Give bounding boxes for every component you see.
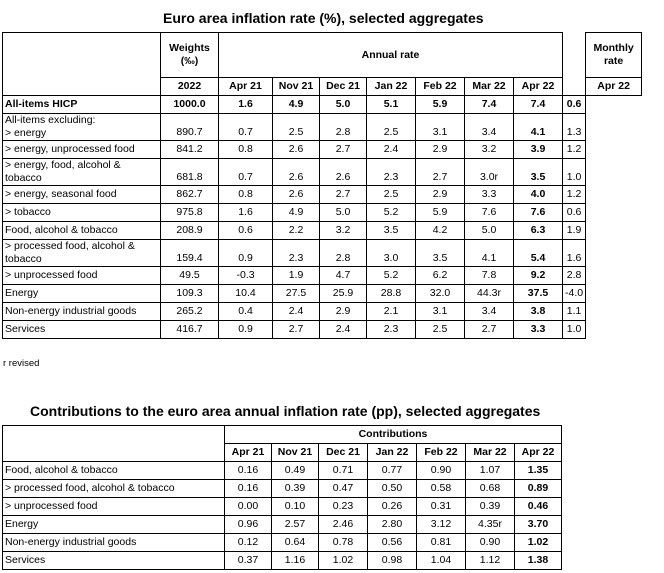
value-cell: 4.0 [514, 186, 563, 204]
row-label: All-items HICP [3, 96, 161, 114]
weight-cell: 890.7 [161, 114, 219, 141]
value-cell: 0.39 [272, 480, 319, 498]
monthly-cell: 1.0 [563, 321, 586, 339]
value-cell: 3.3 [465, 186, 514, 204]
row-label: > processed food, alcohol & tobacco [3, 480, 225, 498]
weight-cell: 862.7 [161, 186, 219, 204]
value-cell: 5.4 [514, 240, 563, 267]
monthly-cell: 1.1 [563, 303, 586, 321]
value-cell: 3.1 [416, 114, 465, 141]
value-cell: 5.0 [320, 204, 367, 222]
value-cell: 2.9 [416, 186, 465, 204]
row-label: Energy [3, 285, 161, 303]
value-cell: 0.71 [319, 462, 368, 480]
period-header: Apr 21 [225, 444, 272, 462]
weight-cell: 841.2 [161, 141, 219, 159]
value-cell: 10.4 [219, 285, 273, 303]
monthly-cell: 0.6 [563, 204, 586, 222]
period-header: Nov 21 [272, 444, 319, 462]
weight-cell: 975.8 [161, 204, 219, 222]
value-cell: 0.4 [219, 303, 273, 321]
value-cell: 0.31 [417, 498, 466, 516]
period-header: Apr 22 [515, 444, 562, 462]
value-cell: 2.7 [273, 321, 320, 339]
row-label: > processed food, alcohol & tobacco [3, 240, 161, 267]
value-cell: 4.9 [273, 96, 320, 114]
table-row [3, 141, 642, 159]
value-cell: 7.4 [465, 96, 514, 114]
table-row [3, 186, 642, 204]
weights-unit: (‰) [180, 55, 199, 67]
value-cell: 3.2 [465, 141, 514, 159]
value-cell: 4.1 [465, 240, 514, 267]
value-cell: 6.3 [514, 222, 563, 240]
value-cell: 0.7 [219, 159, 273, 186]
value-cell: 4.9 [273, 204, 320, 222]
value-cell: 2.6 [320, 159, 367, 186]
value-cell: 0.23 [319, 498, 368, 516]
value-cell: 0.81 [417, 534, 466, 552]
row-label [3, 114, 161, 141]
value-cell: 27.5 [273, 285, 320, 303]
value-cell: 3.4 [465, 303, 514, 321]
value-cell: 3.0 [367, 240, 416, 267]
value-cell: 1.04 [417, 552, 466, 570]
row-label: Non-energy industrial goods [3, 534, 225, 552]
weight-cell: 265.2 [161, 303, 219, 321]
value-cell: 5.1 [367, 96, 416, 114]
value-cell: 2.46 [319, 516, 368, 534]
value-cell: 3.8 [514, 303, 563, 321]
value-cell: 5.9 [416, 204, 465, 222]
value-cell: 1.35 [515, 462, 562, 480]
value-cell: 2.8 [320, 114, 367, 141]
weight-cell: 208.9 [161, 222, 219, 240]
value-cell: 2.5 [416, 321, 465, 339]
monthly-cell: 1.9 [563, 222, 586, 240]
weights-year: 2022 [161, 78, 219, 96]
value-cell: 0.89 [515, 480, 562, 498]
value-cell: 1.07 [466, 462, 515, 480]
value-cell: 2.2 [273, 222, 320, 240]
value-cell: 6.2 [416, 267, 465, 285]
row-label: > unprocessed food [3, 267, 161, 285]
table-row [3, 516, 562, 534]
value-cell: 3.70 [515, 516, 562, 534]
value-cell: 0.96 [225, 516, 272, 534]
value-cell: 0.10 [272, 498, 319, 516]
table-row [3, 222, 642, 240]
value-cell: 5.0 [320, 96, 367, 114]
value-cell: 1.12 [466, 552, 515, 570]
table-row [3, 159, 642, 186]
value-cell: 2.3 [367, 321, 416, 339]
value-cell: 5.2 [367, 267, 416, 285]
table-row [3, 285, 642, 303]
value-cell: 0.49 [272, 462, 319, 480]
value-cell: 2.4 [273, 303, 320, 321]
revised-note: r revised [3, 358, 40, 369]
value-cell: 3.1 [416, 303, 465, 321]
weight-cell: 49.5 [161, 267, 219, 285]
value-cell: 0.64 [272, 534, 319, 552]
monthly-cell: 1.2 [563, 141, 586, 159]
row-label: Food, alcohol & tobacco [3, 462, 225, 480]
value-cell: 3.9 [514, 141, 563, 159]
value-cell: 0.00 [225, 498, 272, 516]
value-cell: 3.5 [416, 240, 465, 267]
table-row [3, 480, 562, 498]
value-cell: 0.90 [417, 462, 466, 480]
table1-title: Euro area inflation rate (%), selected aggregates [163, 10, 484, 26]
monthly-cell: 2.8 [563, 267, 586, 285]
value-cell: 0.16 [225, 480, 272, 498]
annual-rate-header: Annual rate [219, 33, 563, 78]
value-cell: 0.77 [368, 462, 417, 480]
row-label: > energy, food, alcohol & tobacco [3, 159, 161, 186]
value-cell: 7.6 [465, 204, 514, 222]
value-cell: 1.02 [515, 534, 562, 552]
value-cell: 0.46 [515, 498, 562, 516]
value-cell: 44.3r [465, 285, 514, 303]
table-row [3, 552, 562, 570]
period-header: Feb 22 [417, 444, 466, 462]
value-cell: -0.3 [219, 267, 273, 285]
period-header: Dec 21 [320, 78, 367, 96]
value-cell: 2.6 [273, 186, 320, 204]
monthly-cell: 1.6 [563, 240, 586, 267]
value-cell: 0.26 [368, 498, 417, 516]
table-row [3, 267, 642, 285]
value-cell: 0.56 [368, 534, 417, 552]
value-cell: 7.4 [514, 96, 563, 114]
period-header: Jan 22 [368, 444, 417, 462]
value-cell: 5.0 [465, 222, 514, 240]
value-cell: 28.8 [367, 285, 416, 303]
row-label: > tobacco [3, 204, 161, 222]
table-row [3, 462, 562, 480]
value-cell: 2.9 [320, 303, 367, 321]
table-row [3, 240, 642, 267]
weight-cell: 109.3 [161, 285, 219, 303]
row-label: Non-energy industrial goods [3, 303, 161, 321]
value-cell: 3.5 [514, 159, 563, 186]
value-cell: 25.9 [320, 285, 367, 303]
weight-cell: 159.4 [161, 240, 219, 267]
monthly-rate-header: Monthly rate [586, 33, 642, 78]
value-cell: 0.9 [219, 321, 273, 339]
table-row [3, 114, 642, 141]
row-label: > energy, unprocessed food [3, 141, 161, 159]
value-cell: 1.02 [319, 552, 368, 570]
value-cell: 2.6 [273, 159, 320, 186]
inflation-rate-table [2, 32, 642, 339]
value-cell: 0.47 [319, 480, 368, 498]
value-cell: 0.8 [219, 141, 273, 159]
excluding-label: All-items excluding: [5, 114, 96, 126]
value-cell: 4.7 [320, 267, 367, 285]
period-header: Dec 21 [319, 444, 368, 462]
value-cell: 1.16 [272, 552, 319, 570]
monthly-cell: 0.6 [563, 96, 586, 114]
table-row [3, 534, 562, 552]
value-cell: 2.5 [367, 114, 416, 141]
value-cell: 4.35r [466, 516, 515, 534]
value-cell: 2.7 [416, 159, 465, 186]
value-cell: 9.2 [514, 267, 563, 285]
value-cell: 1.9 [273, 267, 320, 285]
value-cell: 0.58 [417, 480, 466, 498]
monthly-cell: 1.0 [563, 159, 586, 186]
weights-header [161, 33, 219, 78]
value-cell: 0.39 [466, 498, 515, 516]
weights-label: Weights [169, 42, 210, 54]
value-cell: 2.4 [367, 141, 416, 159]
value-cell: 0.8 [219, 186, 273, 204]
period-header: Feb 22 [416, 78, 465, 96]
value-cell: 3.0r [465, 159, 514, 186]
value-cell: 2.1 [367, 303, 416, 321]
period-header: Nov 21 [273, 78, 320, 96]
header-blank [3, 426, 225, 462]
value-cell: 2.6 [273, 141, 320, 159]
value-cell: 0.9 [219, 240, 273, 267]
value-cell: 7.6 [514, 204, 563, 222]
row-label: Services [3, 321, 161, 339]
value-cell: 0.16 [225, 462, 272, 480]
value-cell: 0.98 [368, 552, 417, 570]
value-cell: 5.2 [367, 204, 416, 222]
value-cell: 2.7 [320, 186, 367, 204]
value-cell: 0.50 [368, 480, 417, 498]
monthly-period-header: Apr 22 [586, 78, 642, 96]
value-cell: 3.2 [320, 222, 367, 240]
value-cell: 2.7 [465, 321, 514, 339]
value-cell: 1.6 [219, 204, 273, 222]
value-cell: 3.4 [465, 114, 514, 141]
monthly-cell: 1.3 [563, 114, 586, 141]
period-header: Mar 22 [465, 78, 514, 96]
value-cell: 2.80 [368, 516, 417, 534]
value-cell: 2.3 [273, 240, 320, 267]
header-blank [3, 33, 161, 96]
value-cell: 0.12 [225, 534, 272, 552]
row-label: Energy [3, 516, 225, 534]
table-row [3, 204, 642, 222]
value-cell: 2.5 [367, 186, 416, 204]
value-cell: 2.4 [320, 321, 367, 339]
table-row [3, 498, 562, 516]
value-cell: 0.78 [319, 534, 368, 552]
value-cell: 0.90 [466, 534, 515, 552]
headline-row [3, 96, 642, 114]
value-cell: 3.3 [514, 321, 563, 339]
value-cell: 4.1 [514, 114, 563, 141]
value-cell: 0.68 [466, 480, 515, 498]
value-cell: 5.9 [416, 96, 465, 114]
row-label: > energy, seasonal food [3, 186, 161, 204]
value-cell: 32.0 [416, 285, 465, 303]
value-cell: 2.3 [367, 159, 416, 186]
value-cell: 2.5 [273, 114, 320, 141]
value-cell: 0.6 [219, 222, 273, 240]
row-label-text: > energy [5, 127, 47, 139]
row-label: Food, alcohol & tobacco [3, 222, 161, 240]
period-header: Jan 22 [367, 78, 416, 96]
weight-cell: 1000.0 [161, 96, 219, 114]
value-cell: 7.8 [465, 267, 514, 285]
column-gap [563, 33, 586, 96]
value-cell: 2.8 [320, 240, 367, 267]
value-cell: 1.38 [515, 552, 562, 570]
contributions-header: Contributions [225, 426, 562, 444]
value-cell: 0.37 [225, 552, 272, 570]
value-cell: 0.7 [219, 114, 273, 141]
monthly-cell: -4.0 [563, 285, 586, 303]
row-label: > unprocessed food [3, 498, 225, 516]
row-label: Services [3, 552, 225, 570]
period-header: Mar 22 [466, 444, 515, 462]
value-cell: 3.12 [417, 516, 466, 534]
table-row [3, 321, 642, 339]
table2-title: Contributions to the euro area annual inflation rate (pp), selected aggregates [30, 403, 541, 419]
value-cell: 1.6 [219, 96, 273, 114]
value-cell: 2.57 [272, 516, 319, 534]
value-cell: 2.9 [416, 141, 465, 159]
period-header: Apr 21 [219, 78, 273, 96]
period-header: Apr 22 [514, 78, 563, 96]
monthly-cell: 1.2 [563, 186, 586, 204]
value-cell: 2.7 [320, 141, 367, 159]
value-cell: 4.2 [416, 222, 465, 240]
value-cell: 3.5 [367, 222, 416, 240]
weight-cell: 416.7 [161, 321, 219, 339]
weight-cell: 681.8 [161, 159, 219, 186]
table-row [3, 303, 642, 321]
value-cell: 37.5 [514, 285, 563, 303]
contributions-table [2, 425, 562, 570]
